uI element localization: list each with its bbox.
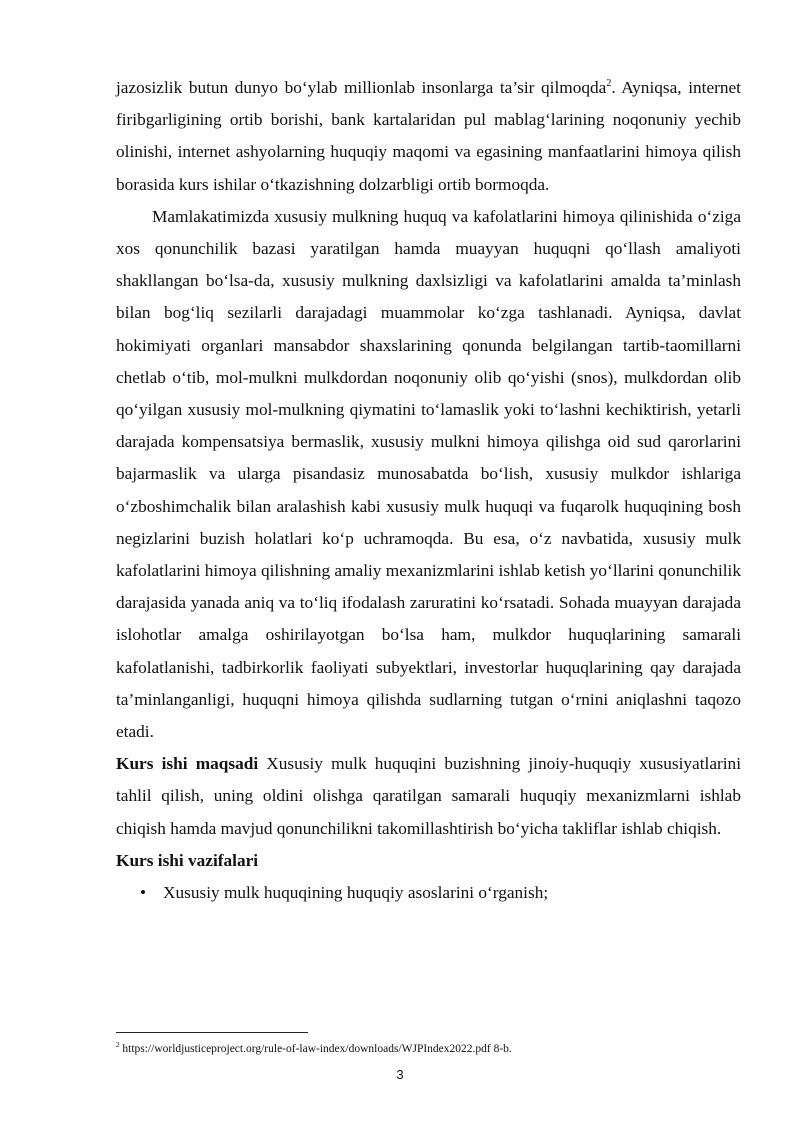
goal-paragraph bbox=[116, 748, 741, 845]
footnote-reference[interactable]: 2 bbox=[606, 78, 612, 90]
goal-text: Xususiy mulk huquqini buzishning jinoiy-huquqiy xususiyatlarini tahlil qilish, uning oldini olishga qaratilgan samarali huquqiy mexanizmlarni ishlab chiqish hamda mavjud qonunchilikni takomillashtirish bo‘yicha takliflar ishlab chiqish. bbox=[116, 754, 741, 838]
footnote bbox=[116, 1041, 741, 1057]
list-item bbox=[116, 877, 741, 909]
paragraph-intro bbox=[116, 72, 741, 201]
bullet-icon: • bbox=[140, 883, 147, 903]
goal-heading: Kurs ishi maqsadi bbox=[116, 754, 259, 774]
paragraph-intro-text: jazosizlik butun dunyo bo‘ylab millionlab insonlarga ta’sir qilmoqda bbox=[116, 78, 607, 97]
list-item-text: Xususiy mulk huquqining huquqiy asoslarini o‘rganish; bbox=[163, 883, 549, 903]
tasks-heading: Kurs ishi vazifalari bbox=[116, 850, 259, 870]
footnote-link[interactable]: https://worldjusticeproject.org/rule-of-law-index/downloads/WJPIndex2022.pdf 8-b. bbox=[119, 1043, 512, 1055]
paragraph-intro-text-continued: . Ayniqsa, internet firibgarligining ortib borishi, bank kartalaridan pul mablag‘larining noqonuniy yechib olinishi, internet ashyolarning huquqiy maqomi va egasining manfaatlarini himoya qilish borasida kurs ishilar o‘tkazishning dolzarbligi ortib bormoqda. bbox=[116, 78, 741, 194]
footnote-divider bbox=[116, 1032, 308, 1033]
page-number: 3 bbox=[396, 1067, 404, 1082]
paragraph-main: Mamlakatimizda xususiy mulkning huquq va kafolatlarini himoya qilinishida o‘ziga xos qonunchilik bazasi yaratilgan hamda muayyan huquqni qo‘llash amaliyoti shakllangan bo‘lsa-da, xususiy mulkning daxlsizligi va kafolatlarini amalda ta’minlash bilan bog‘liq sezilarli darajadagi muammolar ko‘zga tashlanadi. Ayniqsa, davlat hokimiyati organlari mansabdor shaxslarining qonunda belgilangan tartib-taomillarni chetlab o‘tib, mol-mulkni mulkdordan noqonuniy olib qo‘yishi (snos), mulkdordan olib qo‘yilgan xususiy mol-mulkning qiymatini to‘lamaslik yoki to‘lashni kechiktirish, yetarli darajada kompensatsiya bermaslik, xususiy mulkni himoya qilishga oid sud qarorlarini bajarmaslik va ularga pisandasiz munosabatda bo‘lish, xususiy mulkdor ishlariga o‘zboshimchalik bilan aralashish kabi xususiy mulk huquqi va fuqarolk huquqining bosh negizlarini buzish holatlari ko‘p uchramoqda. Bu esa, o‘z navbatida, xususiy mulk kafolatlarini himoya qilishning amaliy mexanizmlarini ishlab ketish yo‘llarini qonunchilik darajasida yanada aniq va to‘liq ifodalash zaruratini ko‘rsatadi. Sohada muayyan darajada islohotlar amalga oshirilayotgan bo‘lsa ham, mulkdor huquqlarining samarali kafolatlanishi, tadbirkorlik faoliyati subyektlari, investorlar huquqlarining qay darajada ta’minlanganligi, huquqni himoya qilishda sudlarning tutgan o‘rnini aniqlashni taqozo etadi. bbox=[116, 206, 741, 742]
footnote-number: 2 bbox=[116, 1041, 120, 1050]
tasks-list bbox=[116, 877, 741, 909]
page-body bbox=[116, 72, 741, 909]
